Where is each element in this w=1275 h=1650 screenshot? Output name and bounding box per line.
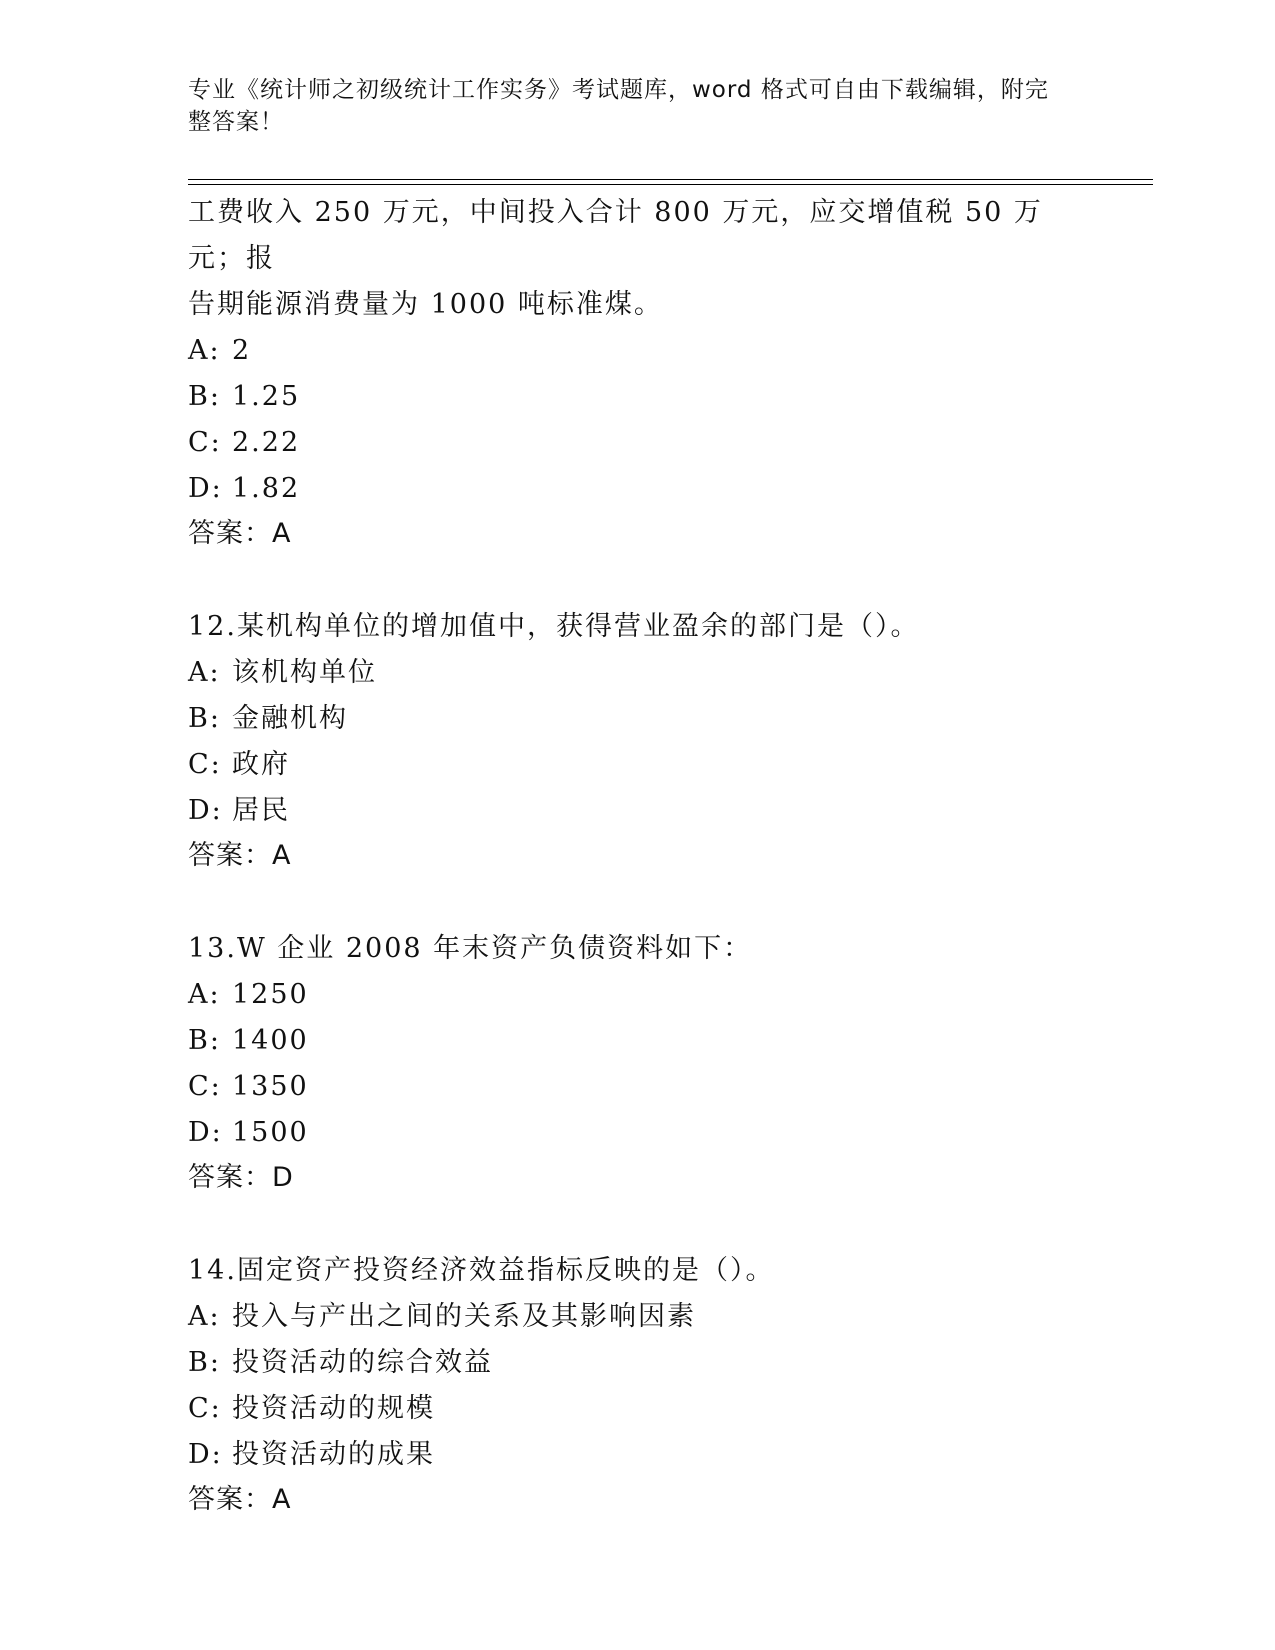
question-12-stem: 12.某机构单位的增加值中，获得营业盈余的部门是（）。 — [188, 611, 920, 642]
option-letter: D: — [188, 473, 223, 504]
header-line-1: 专业《统计师之初级统计工作实务》考试题库，word 格式可自由下载编辑，附完 — [188, 77, 1049, 103]
question-12-option-c — [188, 742, 1078, 788]
question-11-option-d — [188, 466, 1078, 512]
option-letter: D: — [188, 1117, 223, 1148]
option-text: 2 — [232, 335, 252, 366]
option-letter: A: — [188, 335, 221, 366]
question-11-option-c — [188, 420, 1078, 466]
question-12-answer: 答案：A — [188, 840, 292, 871]
question-14-option-a — [188, 1294, 1078, 1340]
option-text: 1.82 — [232, 473, 301, 504]
document-body — [188, 190, 1078, 1522]
question-14 — [188, 1248, 1078, 1522]
option-text: 1400 — [232, 1025, 309, 1056]
header-line-2: 整答案！ — [188, 109, 284, 135]
option-letter: D: — [188, 795, 223, 826]
option-text: 该机构单位 — [232, 657, 377, 688]
document-header — [188, 74, 1068, 138]
question-14-option-c — [188, 1386, 1078, 1432]
question-13-stem: 13.W 企业 2008 年末资产负债资料如下： — [188, 933, 753, 964]
option-text: 1.25 — [232, 381, 301, 412]
question-11-text-line-2: 告期能源消费量为 1000 吨标准煤。 — [188, 289, 663, 320]
question-11-continuation — [188, 190, 1078, 556]
question-11-text-line-1: 工费收入 250 万元，中间投入合计 800 万元，应交增值税 50 万元；报 — [188, 197, 1043, 274]
option-text: 投入与产出之间的关系及其影响因素 — [232, 1301, 696, 1332]
option-text: 金融机构 — [232, 703, 348, 734]
option-letter: C: — [188, 1071, 222, 1102]
question-13-option-a — [188, 972, 1078, 1018]
question-13 — [188, 926, 1078, 1200]
question-11-option-a — [188, 328, 1078, 374]
option-text: 投资活动的规模 — [232, 1393, 435, 1424]
question-14-answer: 答案：A — [188, 1484, 292, 1515]
option-letter: B: — [188, 1347, 221, 1378]
question-11-option-b — [188, 374, 1078, 420]
option-letter: A: — [188, 657, 221, 688]
option-text: 投资活动的综合效益 — [232, 1347, 493, 1378]
spacer — [188, 878, 1078, 926]
option-text: 居民 — [232, 795, 290, 826]
option-letter: C: — [188, 1393, 222, 1424]
option-letter: B: — [188, 703, 221, 734]
option-letter: D: — [188, 1439, 223, 1470]
option-text: 投资活动的成果 — [232, 1439, 435, 1470]
spacer — [188, 556, 1078, 604]
question-14-option-d — [188, 1432, 1078, 1478]
option-text: 1500 — [232, 1117, 309, 1148]
question-14-stem: 14.固定资产投资经济效益指标反映的是（）。 — [188, 1255, 775, 1286]
question-13-option-c — [188, 1064, 1078, 1110]
question-12 — [188, 604, 1078, 878]
option-text: 2.22 — [232, 427, 301, 458]
option-letter: A: — [188, 1301, 221, 1332]
option-text: 1350 — [232, 1071, 309, 1102]
option-text: 政府 — [232, 749, 290, 780]
question-13-option-b — [188, 1018, 1078, 1064]
option-letter: C: — [188, 427, 222, 458]
option-text: 1250 — [232, 979, 309, 1010]
question-14-option-b — [188, 1340, 1078, 1386]
question-11-answer: 答案：A — [188, 518, 292, 549]
option-letter: A: — [188, 979, 221, 1010]
header-rule-bottom — [188, 184, 1153, 185]
question-12-option-d — [188, 788, 1078, 834]
spacer — [188, 1200, 1078, 1248]
question-12-option-b — [188, 696, 1078, 742]
question-13-answer: 答案：D — [188, 1162, 294, 1193]
question-12-option-a — [188, 650, 1078, 696]
option-letter: B: — [188, 381, 221, 412]
header-rule-top — [188, 179, 1153, 180]
option-letter: C: — [188, 749, 222, 780]
question-13-option-d — [188, 1110, 1078, 1156]
option-letter: B: — [188, 1025, 221, 1056]
